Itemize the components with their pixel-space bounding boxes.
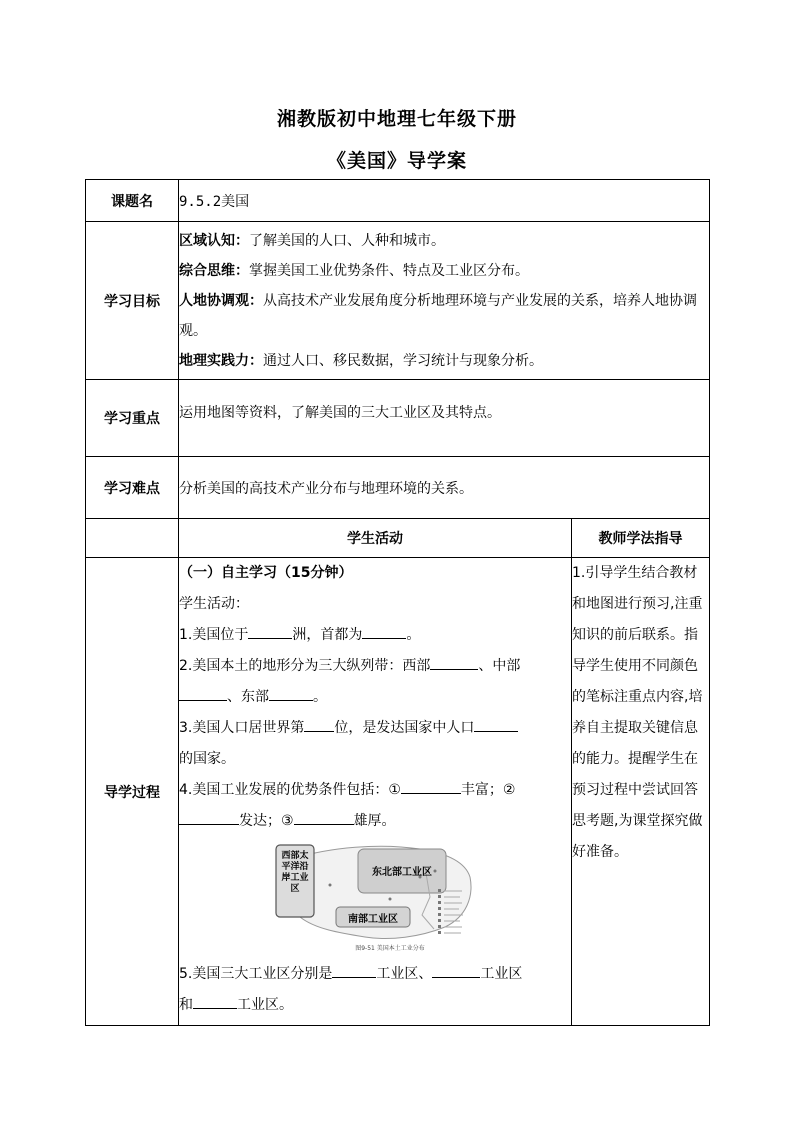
row-difficulty [86, 457, 710, 519]
goal-item: 区域认知：了解美国的人口、人种和城市。 [179, 232, 445, 249]
activity-intro: 学生活动： [179, 596, 249, 612]
document-title: 湘教版初中地理七年级下册 [276, 108, 517, 130]
goals-label: 学习目标 [86, 222, 179, 380]
map-northeast-region-label: 东北部工业区 [372, 867, 432, 878]
map-south-region-label: 南部工业区 [348, 914, 398, 925]
question-3: 3.美国人口居世界第 位，是发达国家中人口 的国家。 [179, 713, 571, 775]
question-5: 5.美国三大工业区分别是 工业区、 工业区 和 工业区。 [179, 959, 571, 1021]
row-column-headers [86, 519, 710, 558]
goal-item: 综合思维：掌握美国工业优势条件、特点及工业区分布。 [179, 262, 529, 279]
topic-value: 9.5.2美国 [179, 180, 710, 222]
teacher-guide-header: 教师学法指导 [572, 519, 710, 558]
goal-item: 人地协调观：从高技术产业发展角度分析地理环境与产业发展的关系，培养人地协调观。 [179, 292, 697, 339]
difficulty-value: 分析美国的高技术产业分布与地理环境的关系。 [179, 457, 710, 519]
process-label: 导学过程 [86, 558, 179, 1026]
northeast-region-box [358, 849, 446, 893]
map-caption: 图9-51 美国本土工业分布 [355, 945, 425, 952]
goals-content [179, 222, 710, 380]
map-west-region-label: 西部太平洋沿岸工业区 [281, 851, 309, 894]
question-4: 4.美国工业发展的优势条件包括：① 丰富；② 发达；③ 雄厚。 [179, 775, 571, 837]
teacher-guide-content: 1.引导学生结合教材和地图进行预习,注重知识的前后联系。指导学生使用不同颜色的笔标注重点内容,培养自主提取关键信息的能力。提醒学生在预习过程中尝试回答思考题,为课堂探究做好准备。 [572, 558, 710, 1026]
row-goals [86, 222, 710, 380]
us-industry-map [179, 837, 571, 959]
focus-value: 运用地图等资料，了解美国的三大工业区及其特点。 [179, 380, 710, 457]
topic-label: 课题名 [86, 180, 179, 222]
west-region-box [276, 845, 314, 917]
question-1: 1.美国位于 洲，首都为 。 [179, 620, 571, 651]
section-title: （一）自主学习（15分钟） [179, 565, 353, 581]
student-activity-header: 学生活动 [179, 519, 572, 558]
document-subtitle: 《美国》导学案 [326, 150, 467, 172]
study-plan-table [85, 179, 710, 1026]
row-process [86, 558, 710, 1026]
map-illustration [270, 837, 480, 955]
row-focus [86, 380, 710, 457]
focus-label: 学习重点 [86, 380, 179, 457]
row-topic [86, 180, 710, 222]
question-2: 2.美国本土的地形分为三大纵列带：西部 、中部 、东部 。 [179, 651, 571, 713]
student-activity-content [179, 558, 572, 1026]
empty-header-cell [86, 519, 179, 558]
difficulty-label: 学习难点 [86, 457, 179, 519]
goal-item: 地理实践力：通过人口、移民数据，学习统计与现象分析。 [179, 352, 543, 369]
south-region-box [336, 907, 410, 927]
